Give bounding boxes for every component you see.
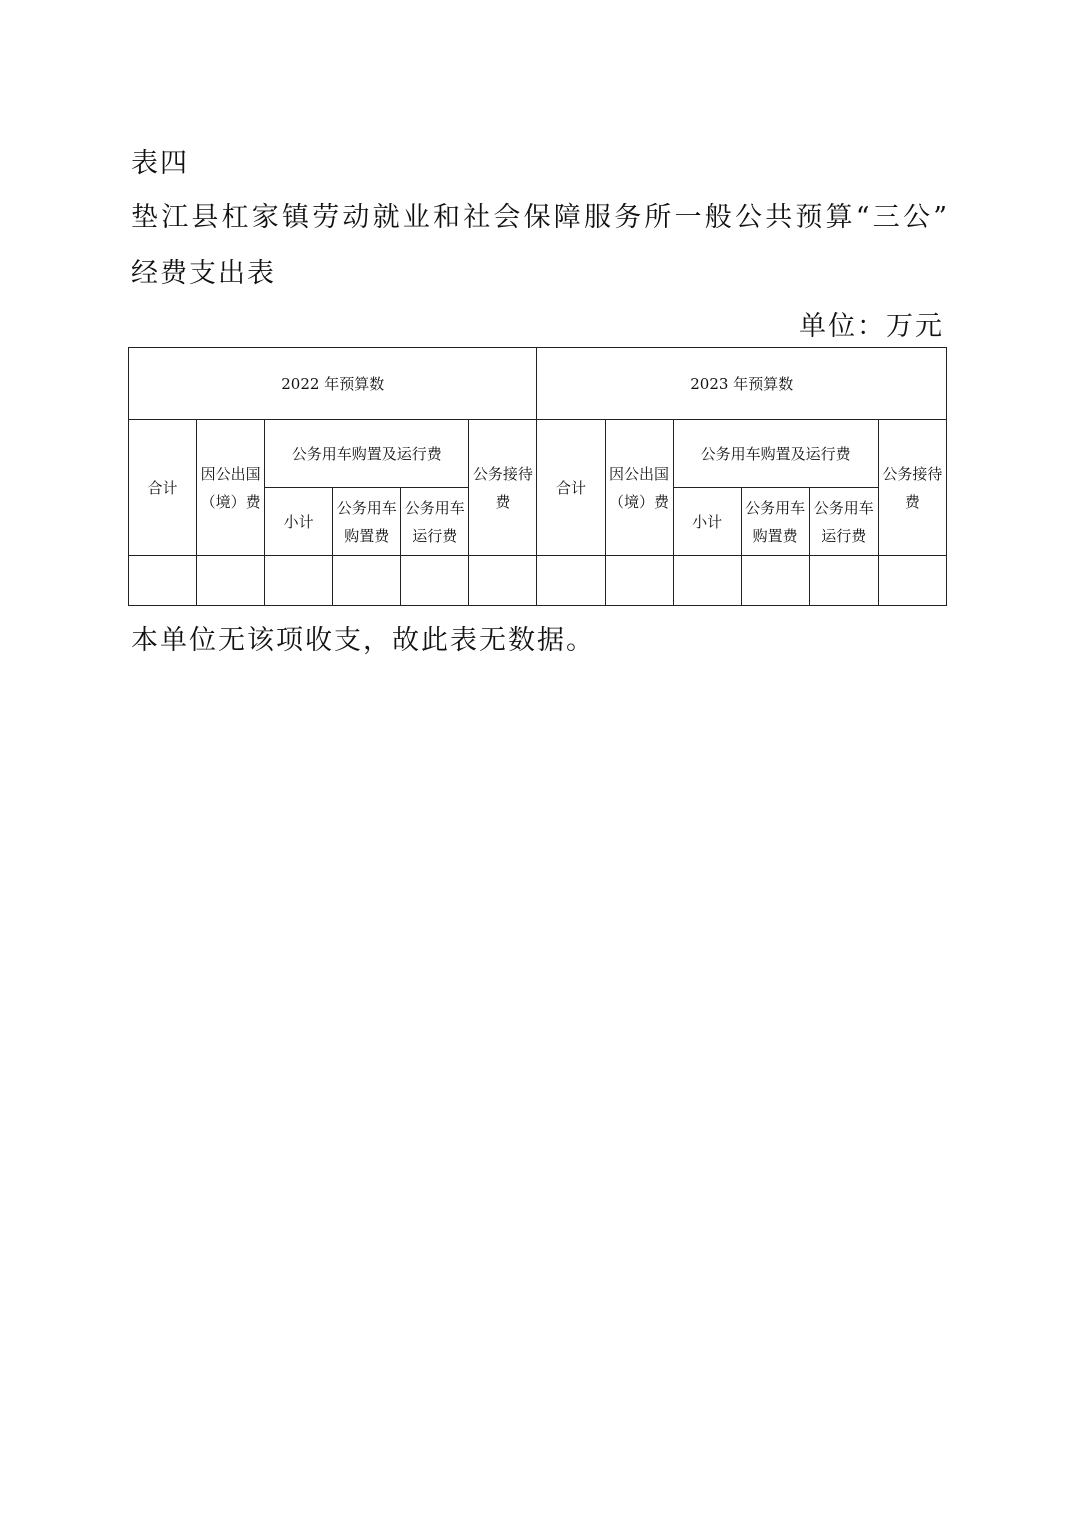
no-data-note: 本单位无该项收支，故此表无数据。 (131, 625, 595, 656)
table-cell (537, 556, 605, 606)
unit-label: 单位：万元 (799, 311, 944, 342)
year-2022-header: 2022 年预算数 (129, 348, 537, 420)
category-header-row (129, 420, 947, 488)
year-2023-header: 2023 年预算数 (537, 348, 947, 420)
table-cell (129, 556, 197, 606)
col-reception-2022: 公务接待费 (469, 420, 537, 556)
col-vehicle-purchase-2023: 公务用车购置费 (741, 488, 809, 556)
table-cell (265, 556, 333, 606)
document-title-line-1: 垫江县杠家镇劳动就业和社会保障服务所一般公共预算“三公” (131, 202, 951, 233)
table-cell (878, 556, 946, 606)
table-cell (401, 556, 469, 606)
col-vehicle-operation-2022: 公务用车运行费 (401, 488, 469, 556)
document-title-line-2: 经费支出表 (131, 258, 276, 289)
col-total-2022: 合计 (129, 420, 197, 556)
col-reception-2023: 公务接待费 (878, 420, 946, 556)
table-cell (197, 556, 265, 606)
table-row (129, 556, 947, 606)
table-cell (333, 556, 401, 606)
col-subtotal-2023: 小计 (673, 488, 741, 556)
col-vehicle-2022: 公务用车购置及运行费 (265, 420, 469, 488)
table-cell (469, 556, 537, 606)
col-overseas-2023: 因公出国（境）费 (605, 420, 673, 556)
col-subtotal-2022: 小计 (265, 488, 333, 556)
col-overseas-2022: 因公出国（境）费 (197, 420, 265, 556)
table-cell (741, 556, 809, 606)
table-cell (673, 556, 741, 606)
table-label: 表四 (131, 148, 189, 179)
col-total-2023: 合计 (537, 420, 605, 556)
col-vehicle-operation-2023: 公务用车运行费 (809, 488, 878, 556)
col-vehicle-purchase-2022: 公务用车购置费 (333, 488, 401, 556)
year-header-row (129, 348, 947, 420)
budget-table (128, 347, 947, 606)
table-cell (605, 556, 673, 606)
table-cell (809, 556, 878, 606)
col-vehicle-2023: 公务用车购置及运行费 (673, 420, 878, 488)
